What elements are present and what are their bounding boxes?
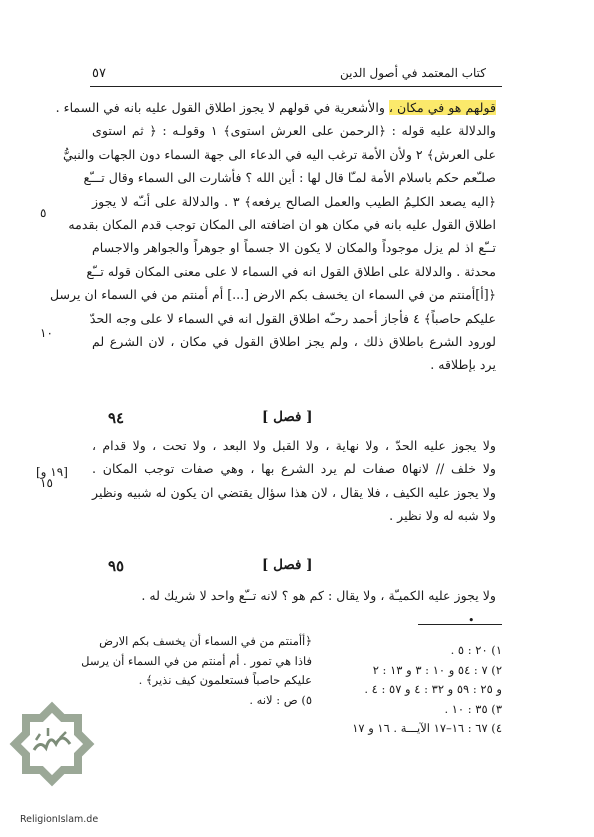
text-line: ولا يجوز عليه الحدّ ، ولا نهاية ، ولا القبل ولا البعد ، ولا تحت ، ولا قدام ، bbox=[92, 438, 496, 453]
text-line: صلـّعم حكم باسلام الأمة لمـّا قال لها : أين الله ؟ فأشارت الى السماء وقال تـــّع bbox=[83, 170, 496, 186]
text-line: اطلاق القول عليه بانه في مكان هو ان اضافته الى المكان توجب قدم المكان بقدمه bbox=[68, 216, 496, 232]
footnote-line: و ٢٥ : ٥٩ و ٣٢ : ٤ و ٥٧ : ٤ . bbox=[364, 682, 502, 696]
text-line: على العرش﴾ ٢ ولأن الأمة ترغب اليه في الدعاء الى جهة السماء دون الجهات والنبيُّ bbox=[62, 146, 496, 162]
footnote-line: ١) ٢٠ : ٥ . bbox=[450, 643, 502, 657]
footnote-line: ﴿أأمنتم من في السماء أن يخسف بكم الارض bbox=[99, 634, 312, 648]
margin-line-10: ١٠ bbox=[40, 326, 53, 340]
footnote-references bbox=[316, 641, 502, 739]
section-94-text bbox=[92, 434, 496, 528]
section-number-95: ٩٥ bbox=[108, 557, 125, 575]
footnote-rule bbox=[418, 624, 502, 625]
section-title-94: [ فصل ] bbox=[262, 409, 313, 425]
text-line: ﴿اليه يصعد الكلـِمُ الطيب والعمل الصالح يرفعه﴾ ٣ . والدلالة على أنـّه لا يجوز bbox=[92, 193, 496, 209]
text-line: عليكم حاصباً﴾ ٤ فأجاز أحمد رحـّه اطلاق القول انه في السماء لا على وجه الحدّ bbox=[89, 310, 496, 326]
footnote-line: فاذا هي تمور . أم أمنتم من في السماء أن يرسل bbox=[81, 653, 312, 668]
text-line: تــّع اذ لم يزل موجوداً والمكان لا يكون الا جسماً او جوهراً والجواهر والاجسام bbox=[92, 240, 496, 256]
text-line: ولا يجوز عليه الكميـّة ، ولا يقال : كم هو ؟ لانه تــّع واحد لا شريك له . bbox=[141, 588, 496, 603]
text-line: ولا خلف // لانها٥ صفات لم يرد الشرع بها ، وهي صفات توجب المكان . bbox=[92, 461, 496, 477]
site-watermark: ReligionIslam.de bbox=[20, 814, 99, 825]
margin-line-5: ٥ bbox=[40, 206, 47, 220]
main-paragraph bbox=[49, 96, 496, 377]
folio-reference: [١٩ و] bbox=[36, 465, 68, 479]
section-95-text bbox=[92, 584, 496, 607]
footnote-line: عليكم حاصباً فستعلمون كيف نذير﴾ . bbox=[138, 673, 312, 687]
footnote-dot: • bbox=[468, 614, 475, 627]
footnote-line: ٢) ٧ : ٥٤ و ١٠ : ٣ و ١٣ : ٢ bbox=[372, 662, 502, 677]
margin-line-15: ١٥ bbox=[40, 476, 53, 490]
book-title: كتاب المعتمد في أصول الدين bbox=[339, 66, 486, 80]
footnote-quote bbox=[81, 632, 312, 710]
text-line: ولا يجوز عليه الكيف ، فلا يقال ، لان هذا سؤال يقتضي ان يكون له شبيه ونظير bbox=[92, 484, 496, 500]
text-line: قولهم هو في مكان ، والأشعرية في قولهم لا يجوز اطلاق القول عليه بانه في السماء . bbox=[55, 100, 496, 115]
logo-emblem-icon bbox=[8, 700, 96, 788]
footnote-line: ٥) ص : لانه . bbox=[249, 692, 312, 707]
footnote-line: ٤) ٦٧ : ١٦–١٧ الآيـــة . ١٦ و ١٧ bbox=[352, 721, 502, 735]
highlighted-text: قولهم هو في مكان ، bbox=[388, 100, 496, 115]
text-line: والدلالة عليه قوله : ﴿الرحمن على العرش استوى﴾ ١ وقولـه : ﴿ ثم استوى bbox=[92, 123, 496, 139]
text-line: لورود الشرع باطلاق ذلك ، ولم يجز اطلاق القول في مكان ، لان الشرع لم bbox=[92, 333, 496, 349]
section-number-94: ٩٤ bbox=[108, 409, 125, 427]
section-title-95: [ فصل ] bbox=[262, 557, 313, 573]
footnote-line: ٣) ٣٥ : ١٠ . bbox=[444, 701, 502, 716]
text-line: ولا شبه له ولا نظير . bbox=[389, 508, 496, 524]
text-line: ﴿[أ]أمنتم من في السماء ان يخسف بكم الارض [...] أم أمنتم من في السماء ان يرسل bbox=[49, 287, 496, 303]
header-rule bbox=[90, 86, 502, 87]
text-line: يرد بإطلاقه . bbox=[430, 357, 496, 373]
text-line: محدثة . والدلالة على اطلاق القول انه في السماء لا على معنى المكان قوله تــّع bbox=[86, 263, 496, 279]
watermark-logo bbox=[8, 700, 96, 788]
page-number: ٥٧ bbox=[92, 66, 106, 81]
